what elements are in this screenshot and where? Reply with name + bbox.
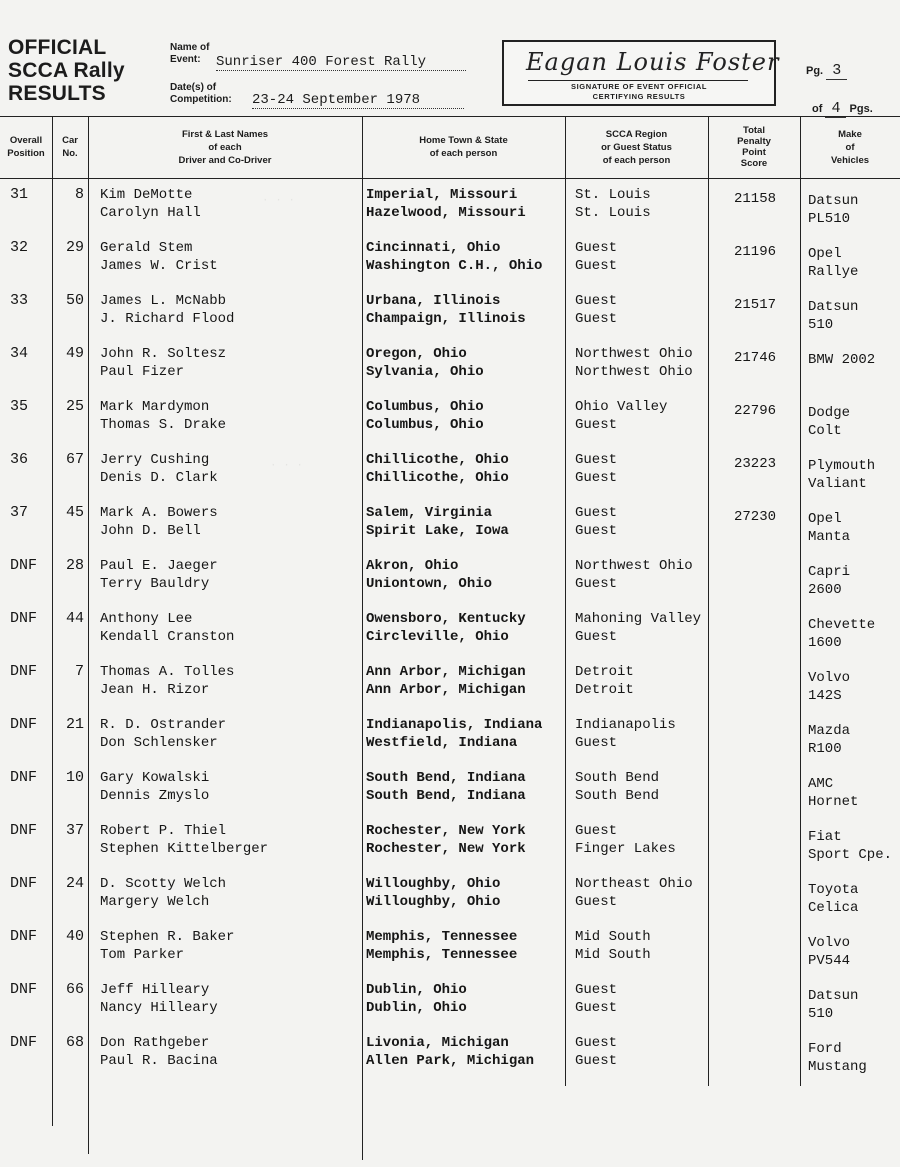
signature-line xyxy=(528,80,748,81)
scca-regions-line: Guest xyxy=(575,452,618,468)
vehicle-make-line: Datsun xyxy=(808,988,859,1004)
scca-regions xyxy=(575,292,617,328)
scca-regions-line: Northeast Ohio xyxy=(575,876,693,892)
driver-names xyxy=(100,822,268,858)
home-towns-line: Champaign, Illinois xyxy=(366,311,526,327)
vehicle-make-line: 142S xyxy=(808,688,842,704)
table-row xyxy=(0,716,900,769)
home-towns-line: Dublin, Ohio xyxy=(366,1000,467,1016)
scca-regions-line: Detroit xyxy=(575,664,634,680)
vehicle-make-line: Mustang xyxy=(808,1059,867,1075)
driver-names xyxy=(100,239,218,275)
col-header-position: Overall Position xyxy=(7,135,45,159)
home-towns-line: Rochester, New York xyxy=(366,823,526,839)
scca-regions xyxy=(575,398,667,434)
driver-names-line: Mark A. Bowers xyxy=(100,505,218,521)
scca-regions xyxy=(575,504,617,540)
driver-names-line: Dennis Zmyslo xyxy=(100,788,210,804)
scca-regions xyxy=(575,610,701,646)
scca-regions xyxy=(575,1034,617,1070)
scca-regions-line: Guest xyxy=(575,293,618,309)
home-towns-line: South Bend, Indiana xyxy=(366,788,526,804)
home-towns-line: Spirit Lake, Iowa xyxy=(366,523,509,539)
table-row xyxy=(0,769,900,822)
driver-names-line: Robert P. Thiel xyxy=(100,823,227,839)
vehicle-make-line: Ford xyxy=(808,1041,842,1057)
vehicle-make xyxy=(808,722,850,758)
scca-regions xyxy=(575,822,676,858)
scca-regions xyxy=(575,557,693,593)
car-number: 7 xyxy=(74,663,84,680)
car-number: 68 xyxy=(65,1034,84,1051)
col-header-car: Car No. xyxy=(62,135,78,159)
home-towns xyxy=(366,345,484,381)
overall-position: DNF xyxy=(10,716,38,733)
home-towns-line: Westfield, Indiana xyxy=(366,735,518,751)
driver-names xyxy=(100,610,234,646)
car-number: 28 xyxy=(65,557,84,574)
scca-regions xyxy=(575,928,651,964)
driver-names-line: J. Richard Flood xyxy=(100,311,235,327)
scca-regions-line: Guest xyxy=(575,735,618,751)
home-towns xyxy=(366,292,526,328)
overall-position: DNF xyxy=(10,557,38,574)
vehicle-make-line: Colt xyxy=(808,423,842,439)
table-row xyxy=(0,875,900,928)
driver-names-line: Anthony Lee xyxy=(100,611,193,627)
scca-regions-line: South Bend xyxy=(575,788,660,804)
home-towns xyxy=(366,186,526,222)
table-row xyxy=(0,451,900,504)
scca-regions-line: St. Louis xyxy=(575,205,651,221)
scca-regions-line: St. Louis xyxy=(575,187,651,203)
scca-regions xyxy=(575,981,617,1017)
vehicle-make xyxy=(808,404,850,440)
car-number: 25 xyxy=(65,398,84,415)
driver-names-line: Thomas A. Tolles xyxy=(100,664,235,680)
home-towns-line: Indianapolis, Indiana xyxy=(366,717,543,733)
home-towns xyxy=(366,875,500,911)
scca-regions-line: Mid South xyxy=(575,947,651,963)
car-number: 24 xyxy=(65,875,84,892)
vehicle-make-line: R100 xyxy=(808,741,842,757)
scca-regions-line: Guest xyxy=(575,1053,618,1069)
driver-names-line: James W. Crist xyxy=(100,258,218,274)
vehicle-make xyxy=(808,934,850,970)
car-number: 67 xyxy=(65,451,84,468)
driver-names-line: Stephen Kittelberger xyxy=(100,841,269,857)
car-number: 40 xyxy=(65,928,84,945)
driver-names-line: Stephen R. Baker xyxy=(100,929,235,945)
driver-names-line: R. D. Ostrander xyxy=(100,717,227,733)
competition-date-label: Date(s) of Competition: xyxy=(170,82,232,105)
form-title-line-1: OFFICIAL xyxy=(8,36,107,59)
overall-position: 35 xyxy=(10,398,29,415)
driver-names-line: Mark Mardymon xyxy=(100,399,210,415)
scca-regions-line: Guest xyxy=(575,823,618,839)
vehicle-make-line: Plymouth xyxy=(808,458,876,474)
vehicle-make-line: 510 xyxy=(808,1006,834,1022)
car-number: 10 xyxy=(65,769,84,786)
penalty-score: 21517 xyxy=(733,297,776,313)
vehicle-make xyxy=(808,298,858,334)
home-towns xyxy=(366,398,484,434)
overall-position: DNF xyxy=(10,822,38,839)
home-towns xyxy=(366,981,467,1017)
home-towns xyxy=(366,769,526,805)
home-towns-line: Livonia, Michigan xyxy=(366,1035,509,1051)
driver-names-line: Gary Kowalski xyxy=(100,770,210,786)
home-towns xyxy=(366,610,526,646)
home-towns-line: Willoughby, Ohio xyxy=(366,876,501,892)
scca-regions-line: Guest xyxy=(575,894,618,910)
overall-position: DNF xyxy=(10,1034,38,1051)
scca-regions-line: Ohio Valley xyxy=(575,399,668,415)
vehicle-make-line: Capri xyxy=(808,564,851,580)
vehicle-make-line: Volvo xyxy=(808,935,851,951)
vehicle-make-line: Opel xyxy=(808,511,842,527)
driver-names xyxy=(100,769,209,805)
overall-position: DNF xyxy=(10,875,38,892)
vehicle-make xyxy=(808,669,850,705)
table-row xyxy=(0,981,900,1034)
home-towns-line: Willoughby, Ohio xyxy=(366,894,501,910)
home-towns xyxy=(366,1034,534,1070)
driver-names xyxy=(100,292,234,328)
page-number: Pg. 3 xyxy=(806,62,847,80)
table-row xyxy=(0,1034,900,1087)
vehicle-make-line: PV544 xyxy=(808,953,851,969)
official-signature: Eagan Louis Foster xyxy=(526,48,780,76)
penalty-score: 21196 xyxy=(733,244,776,260)
car-number: 49 xyxy=(65,345,84,362)
form-title-line-3: RESULTS xyxy=(8,82,106,105)
vehicle-make xyxy=(808,828,892,864)
overall-position: 34 xyxy=(10,345,29,362)
driver-names xyxy=(100,981,218,1017)
vehicle-make-line: 510 xyxy=(808,317,834,333)
form-title xyxy=(8,36,125,105)
driver-names-line: Denis D. Clark xyxy=(100,470,218,486)
home-towns-line: Washington C.H., Ohio xyxy=(366,258,543,274)
home-towns xyxy=(366,451,509,487)
home-towns xyxy=(366,504,509,540)
home-towns-line: Allen Park, Michigan xyxy=(366,1053,535,1069)
scca-regions-line: Guest xyxy=(575,523,618,539)
vehicle-make-line: Opel xyxy=(808,246,842,262)
driver-names-line: Gerald Stem xyxy=(100,240,193,256)
table-row xyxy=(0,928,900,981)
vehicle-make-line: Fiat xyxy=(808,829,842,845)
page-total: of 4 Pgs. xyxy=(812,100,873,117)
vehicle-make-line: PL510 xyxy=(808,211,851,227)
penalty-score: 21746 xyxy=(733,350,776,366)
driver-names-line: Margery Welch xyxy=(100,894,210,910)
home-towns xyxy=(366,716,542,752)
scca-regions-line: South Bend xyxy=(575,770,660,786)
vehicle-make-line: Celica xyxy=(808,900,859,916)
home-towns-line: Ann Arbor, Michigan xyxy=(366,682,526,698)
home-towns-line: Imperial, Missouri xyxy=(366,187,518,203)
signature-caption-2: CERTIFYING RESULTS xyxy=(592,92,686,101)
scca-regions xyxy=(575,186,651,222)
vehicle-make-line: Toyota xyxy=(808,882,859,898)
driver-names-line: Paul E. Jaeger xyxy=(100,558,218,574)
home-towns-line: Chillicothe, Ohio xyxy=(366,452,509,468)
table-row xyxy=(0,610,900,663)
driver-names-line: Tom Parker xyxy=(100,947,185,963)
scca-regions xyxy=(575,769,659,805)
vehicle-make xyxy=(808,881,858,917)
home-towns xyxy=(366,822,526,858)
vehicle-make-line: Chevette xyxy=(808,617,876,633)
car-number: 37 xyxy=(65,822,84,839)
driver-names-line: John R. Soltesz xyxy=(100,346,227,362)
results-sheet: OFFICIAL SCCA Rally RESULTS Name of Event: Sunriser 400 Forest Rally Date(s) of Competition: 23-24 September 1978 Eagan Louis Foster SIGNATURE OF EVENT OFFICIAL CERTIFYING RESULTS Pg. 3 of 4 Pgs. Overall Position Car No. First & Last Names of each Driver and Co-Driver Home Town & State of each person SCCA Region or Guest Status of each person Total Penalty Point Score Make of Vehicles · · · · · · 31 8 Kim DeMotte Carolyn Hall Imperial, Missouri Hazelwood, Missouri St. Louis St. Louis 21158 Datsun PL510 32 29 Gerald Stem James W. Crist Cincinnati, Ohio Washington C.H., Ohio Guest Guest 21196 Opel Rallye 33 50 James L. McNabb J. Richard Flood Urbana, Illinois Champaign, Illinois Guest Guest 21517 Datsun 510 34 49 John R. Soltesz Paul Fizer Oregon, Ohio Sylvania, Ohio Northwest Ohio Northwest Ohio 21746 BMW 2002 35 25 Mark Mardymon Thomas S. Drake Columbus, Ohio Columbus, Ohio Ohio Valley Guest 22796 Dodge Colt 36 67 Jerry Cushing Denis D. Clark Chillicothe, Ohio Chillicothe, Ohio Guest Guest 23223 Plymouth Valiant 37 45 Mark A. Bowers John D. Bell Salem, Virginia Spirit Lake, Iowa Guest Guest 27230 Opel Manta DNF 28 Paul E. Jaeger Terry Bauldry Akron, Ohio Uniontown, Ohio Northwest Ohio Guest Capri 2600 DNF 44 Anthony Lee Kendall Cranston Owensboro, Kentucky Circleville, Ohio Mahoning Valley Guest Chevette 1600 DNF 7 Thomas A. Tolles Jean H. Rizor Ann Arbor, Michigan Ann Arbor, Michigan Detroit Detroit Volvo 142S DNF 21 R. D. Ostrander Don Schlensker Indianapolis, Indiana Westfield, Indiana Indianapolis Guest Mazda R100 DNF 10 Gary Kowalski Dennis Zmyslo South Bend, Indiana South Bend, Indiana South Bend South Bend AMC Hornet DNF 37 Robert P. Thiel Stephen Kittelberger Rochester, New York Rochester, New York Guest Finger Lakes Fiat Sport Cpe. DNF 24 D. Scotty Welch Margery Welch Willoughby, Ohio Willoughby, Ohio Northeast Ohio Guest Toyota Celica DNF 40 Stephen R. Baker Tom Parker Memphis, Tennessee Memphis, Tennessee Mid South Mid South Volvo PV544 DNF 66 Jeff Hilleary Nancy Hilleary Dublin, Ohio Dublin, Ohio Guest Guest Datsun 510 DNF 68 Don Rathgeber Paul R. Bacina Livonia, Michigan Allen Park, Michigan Guest Guest Ford Mustang xyxy=(0,0,900,1167)
table-row xyxy=(0,345,900,398)
home-towns-line: Salem, Virginia xyxy=(366,505,493,521)
driver-names-line: Kim DeMotte xyxy=(100,187,193,203)
home-towns-line: Memphis, Tennessee xyxy=(366,947,518,963)
vehicle-make-line: AMC xyxy=(808,776,834,792)
vehicle-make xyxy=(808,987,858,1023)
vehicle-make-line: BMW 2002 xyxy=(808,352,876,368)
vehicle-make xyxy=(808,563,850,599)
driver-names-line: Kendall Cranston xyxy=(100,629,235,645)
table-row xyxy=(0,557,900,610)
home-towns-line: Dublin, Ohio xyxy=(366,982,467,998)
home-towns-line: Memphis, Tennessee xyxy=(366,929,518,945)
scca-regions-line: Guest xyxy=(575,576,618,592)
scca-regions-line: Northwest Ohio xyxy=(575,558,693,574)
home-towns-line: South Bend, Indiana xyxy=(366,770,526,786)
home-towns-line: Chillicothe, Ohio xyxy=(366,470,509,486)
driver-names-line: Paul Fizer xyxy=(100,364,185,380)
vehicle-make xyxy=(808,1040,867,1076)
overall-position: DNF xyxy=(10,928,38,945)
scca-regions-line: Guest xyxy=(575,505,618,521)
signature-box xyxy=(502,40,780,106)
scca-regions-line: Mahoning Valley xyxy=(575,611,702,627)
vehicle-make-line: Rallye xyxy=(808,264,859,280)
home-towns-line: Urbana, Illinois xyxy=(366,293,501,309)
home-towns-line: Rochester, New York xyxy=(366,841,526,857)
vehicle-make-line: Datsun xyxy=(808,193,859,209)
driver-names xyxy=(100,557,218,593)
col-header-hometown: Home Town & State of each person xyxy=(419,135,508,159)
driver-names-line: Thomas S. Drake xyxy=(100,417,227,433)
driver-names xyxy=(100,398,226,434)
col-header-score: Total Penalty Point Score xyxy=(737,125,771,169)
vehicle-make-line: Valiant xyxy=(808,476,867,492)
vehicle-make-line: 2600 xyxy=(808,582,842,598)
table-row xyxy=(0,239,900,292)
col-header-make: Make of Vehicles xyxy=(830,128,870,166)
home-towns-line: Columbus, Ohio xyxy=(366,417,484,433)
driver-names-line: Paul R. Bacina xyxy=(100,1053,218,1069)
scca-regions xyxy=(575,239,617,275)
scca-regions-line: Guest xyxy=(575,629,618,645)
penalty-score: 22796 xyxy=(733,403,776,419)
home-towns-line: Ann Arbor, Michigan xyxy=(366,664,526,680)
driver-names-line: Jean H. Rizor xyxy=(100,682,210,698)
table-row xyxy=(0,398,900,451)
event-name-label: Name of Event: xyxy=(170,42,210,65)
table-header-rule xyxy=(0,178,900,179)
home-towns-line: Akron, Ohio xyxy=(366,558,459,574)
car-number: 29 xyxy=(65,239,84,256)
overall-position: 32 xyxy=(10,239,29,256)
scca-regions-line: Guest xyxy=(575,311,618,327)
penalty-score: 23223 xyxy=(733,456,776,472)
home-towns-line: Circleville, Ohio xyxy=(366,629,509,645)
scca-regions xyxy=(575,663,634,699)
vehicle-make-line: Dodge xyxy=(808,405,851,421)
driver-names xyxy=(100,451,218,487)
driver-names xyxy=(100,186,201,222)
driver-names xyxy=(100,663,234,699)
vehicle-make-line: 1600 xyxy=(808,635,842,651)
table-row xyxy=(0,822,900,875)
table-row xyxy=(0,186,900,239)
overall-position: DNF xyxy=(10,981,38,998)
overall-position: 36 xyxy=(10,451,29,468)
driver-names-line: Jeff Hilleary xyxy=(100,982,210,998)
scca-regions-line: Guest xyxy=(575,1000,618,1016)
vehicle-make-line: Sport Cpe. xyxy=(808,847,893,863)
scca-regions-line: Northwest Ohio xyxy=(575,364,693,380)
driver-names-line: Jerry Cushing xyxy=(100,452,210,468)
overall-position: 31 xyxy=(10,186,29,203)
home-towns-line: Owensboro, Kentucky xyxy=(366,611,526,627)
signature-caption-1: SIGNATURE OF EVENT OFFICIAL xyxy=(570,82,708,91)
scca-regions-line: Indianapolis xyxy=(575,717,676,733)
home-towns xyxy=(366,557,492,593)
vehicle-make xyxy=(808,775,858,811)
car-number: 50 xyxy=(65,292,84,309)
col-header-region: SCCA Region or Guest Status of each person xyxy=(601,128,672,166)
vehicle-make xyxy=(808,192,858,228)
home-towns-line: Uniontown, Ohio xyxy=(366,576,493,592)
scca-regions-line: Northwest Ohio xyxy=(575,346,693,362)
home-towns xyxy=(366,928,517,964)
driver-names-line: John D. Bell xyxy=(100,523,201,539)
driver-names-line: Don Schlensker xyxy=(100,735,218,751)
home-towns-line: Cincinnati, Ohio xyxy=(366,240,501,256)
driver-names-line: Terry Bauldry xyxy=(100,576,210,592)
driver-names-line: James L. McNabb xyxy=(100,293,227,309)
scca-regions-line: Detroit xyxy=(575,682,634,698)
car-number: 66 xyxy=(65,981,84,998)
home-towns-line: Hazelwood, Missouri xyxy=(366,205,526,221)
vehicle-make xyxy=(808,245,858,281)
event-name-value: Sunriser 400 Forest Rally xyxy=(216,54,466,71)
driver-names-line: Don Rathgeber xyxy=(100,1035,210,1051)
driver-names xyxy=(100,716,226,752)
vehicle-make xyxy=(808,616,875,652)
vehicle-make-line: Manta xyxy=(808,529,851,545)
penalty-score: 27230 xyxy=(733,509,776,525)
driver-names xyxy=(100,928,234,964)
scca-regions xyxy=(575,875,693,911)
overall-position: 37 xyxy=(10,504,29,521)
scca-regions-line: Guest xyxy=(575,240,618,256)
scca-regions xyxy=(575,451,617,487)
overall-position: DNF xyxy=(10,663,38,680)
scca-regions-line: Guest xyxy=(575,1035,618,1051)
car-number: 21 xyxy=(65,716,84,733)
driver-names xyxy=(100,504,218,540)
scca-regions xyxy=(575,345,693,381)
scca-regions-line: Guest xyxy=(575,470,618,486)
overall-position: 33 xyxy=(10,292,29,309)
home-towns xyxy=(366,663,526,699)
home-towns-line: Oregon, Ohio xyxy=(366,346,467,362)
driver-names xyxy=(100,875,226,911)
home-towns-line: Sylvania, Ohio xyxy=(366,364,484,380)
vehicle-make xyxy=(808,351,875,369)
home-towns xyxy=(366,239,542,275)
scca-regions-line: Finger Lakes xyxy=(575,841,676,857)
vehicle-make xyxy=(808,510,850,546)
car-number: 45 xyxy=(65,504,84,521)
driver-names-line: Nancy Hilleary xyxy=(100,1000,218,1016)
scca-regions-line: Guest xyxy=(575,417,618,433)
vehicle-make-line: Datsun xyxy=(808,299,859,315)
home-towns-line: Columbus, Ohio xyxy=(366,399,484,415)
col-header-drivers: First & Last Names of each Driver and Co-Driver xyxy=(178,128,272,166)
scca-regions-line: Guest xyxy=(575,982,618,998)
vehicle-make-line: Volvo xyxy=(808,670,851,686)
vehicle-make xyxy=(808,457,875,493)
penalty-score: 21158 xyxy=(733,191,776,207)
form-title-line-2: SCCA Rally xyxy=(8,59,125,82)
scca-regions xyxy=(575,716,676,752)
overall-position: DNF xyxy=(10,610,38,627)
vehicle-make-line: Hornet xyxy=(808,794,859,810)
table-row xyxy=(0,504,900,557)
competition-date-value: 23-24 September 1978 xyxy=(252,92,464,109)
scca-regions-line: Guest xyxy=(575,258,618,274)
table-row xyxy=(0,292,900,345)
scca-regions-line: Mid South xyxy=(575,929,651,945)
car-number: 44 xyxy=(65,610,84,627)
overall-position: DNF xyxy=(10,769,38,786)
driver-names-line: D. Scotty Welch xyxy=(100,876,227,892)
driver-names xyxy=(100,345,226,381)
driver-names-line: Carolyn Hall xyxy=(100,205,201,221)
vehicle-make-line: Mazda xyxy=(808,723,851,739)
table-row xyxy=(0,663,900,716)
driver-names xyxy=(100,1034,218,1070)
car-number: 8 xyxy=(74,186,84,203)
